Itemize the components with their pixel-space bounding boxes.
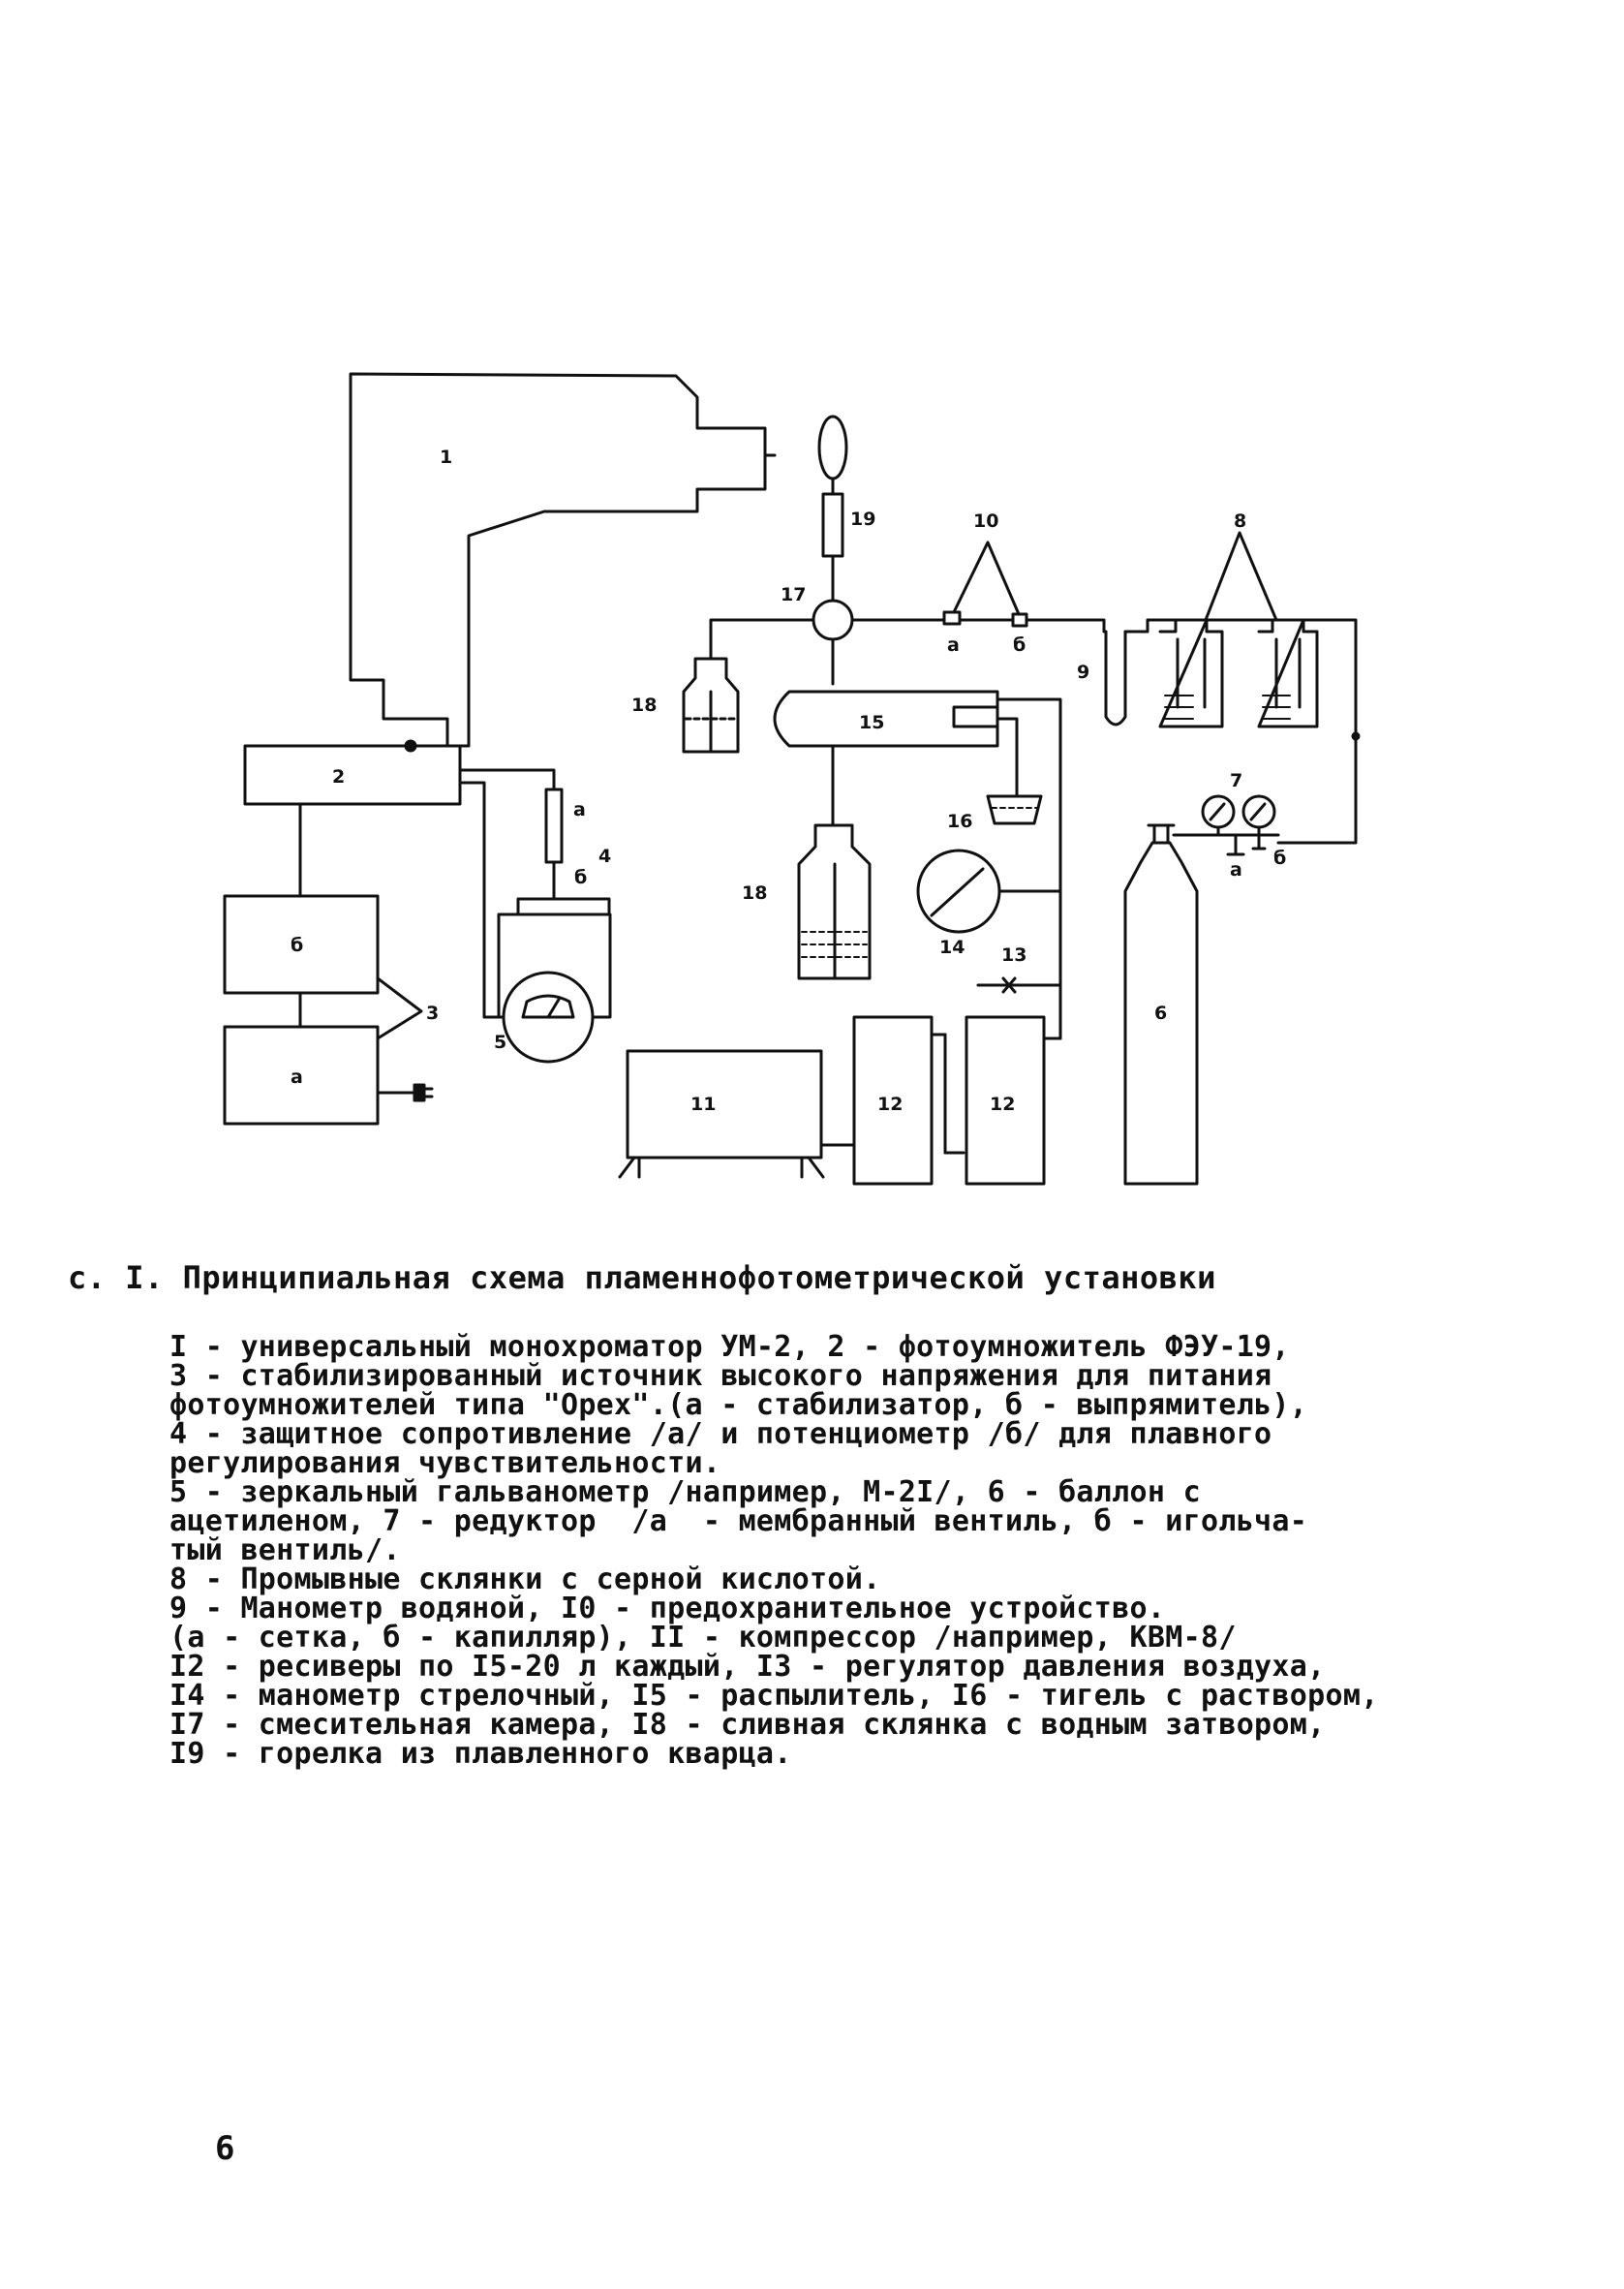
legend-line: регулирования чувствительности. <box>169 1446 721 1480</box>
label-7a: а <box>1230 859 1242 881</box>
label-8: 8 <box>1234 510 1247 532</box>
water-manometer-9 <box>1106 632 1125 725</box>
legend-line: фотоумножителей типа "Орех".(а - стабилизатор, б - выпрямитель), <box>169 1388 1308 1422</box>
label-11: 11 <box>690 1094 717 1115</box>
legend-line: тый вентиль/. <box>169 1533 401 1567</box>
label-5: 5 <box>494 1032 507 1053</box>
label-3b: б <box>291 935 304 956</box>
label-17: 17 <box>781 584 807 605</box>
label-12a: 12 <box>877 1094 904 1115</box>
compressor-11 <box>628 1051 821 1158</box>
label-19: 19 <box>850 509 876 530</box>
wash-bottle-1 <box>1160 620 1222 727</box>
label-10a: а <box>947 634 960 656</box>
mixing-chamber-17 <box>813 601 852 639</box>
resistor-4a <box>546 789 562 862</box>
label-6: 6 <box>1154 1003 1168 1024</box>
label-4: 4 <box>598 846 612 867</box>
legend-line: 3 - стабилизированный источник высокого напряжения для питания <box>169 1359 1272 1393</box>
legend-line: I4 - манометр стрелочный, I5 - распылитель, I6 - тигель с раствором, <box>169 1679 1379 1713</box>
legend-line: 5 - зеркальный гальванометр /например, М-2I/, 6 - баллон с <box>169 1475 1201 1509</box>
burner-19 <box>823 494 843 556</box>
label-7: 7 <box>1230 770 1243 791</box>
label-15: 15 <box>859 712 885 733</box>
label-10: 10 <box>973 510 999 532</box>
label-16: 16 <box>947 811 973 832</box>
label-12b: 12 <box>990 1094 1016 1115</box>
legend-line: 8 - Промывные склянки с серной кислотой. <box>169 1562 881 1596</box>
label-3: 3 <box>426 1003 440 1024</box>
legend-line: 9 - Манометр водяной, I0 - предохранительное устройство. <box>169 1592 1166 1625</box>
legend-line: ацетиленом, 7 - редуктор /а - мембранный вентиль, б - игольча- <box>169 1504 1308 1538</box>
label-18b: 18 <box>742 882 768 904</box>
figure-caption: с. I. Принципиальная схема пламеннофотометрической установки <box>68 1259 1216 1296</box>
label-10b: б <box>1013 634 1026 656</box>
label-2: 2 <box>332 766 346 788</box>
legend-line: I2 - ресиверы по I5-20 л каждый, I3 - регулятор давления воздуха, <box>169 1650 1326 1684</box>
figure-legend <box>169 1330 1379 1771</box>
legend-line: I - универсальный монохроматор УМ-2, 2 - фотоумножитель ФЭУ-19, <box>169 1330 1290 1364</box>
crucible-16 <box>988 796 1041 823</box>
safety-device-10b <box>1013 614 1026 626</box>
legend-line: (а - сетка, б - капилляр), II - компрессор /например, КВМ-8/ <box>169 1621 1237 1655</box>
atomizer-15 <box>775 692 997 746</box>
legend-line: I7 - смесительная камера, I8 - сливная склянка с водным затвором, <box>169 1708 1326 1742</box>
label-13: 13 <box>1001 944 1027 966</box>
label-1: 1 <box>440 447 453 468</box>
flame <box>819 417 846 479</box>
legend-line: I9 - горелка из плавленного кварца. <box>169 1737 792 1771</box>
photomultiplier-box <box>245 746 460 804</box>
label-14: 14 <box>939 937 965 958</box>
safety-device-10a <box>944 612 960 624</box>
label-4b: б <box>574 867 588 888</box>
label-9: 9 <box>1077 662 1090 683</box>
wash-bottle-2 <box>1259 620 1317 727</box>
label-3a: а <box>291 1067 303 1088</box>
label-7b: б <box>1273 848 1287 869</box>
potentiometer-4b <box>518 899 609 914</box>
legend-line: 4 - защитное сопротивление /а/ и потенциометр /б/ для плавного <box>169 1417 1272 1451</box>
page-number: 6 <box>215 2129 235 2168</box>
label-4a: а <box>573 799 586 820</box>
monochromator-body <box>351 374 765 746</box>
label-18a: 18 <box>631 695 658 716</box>
